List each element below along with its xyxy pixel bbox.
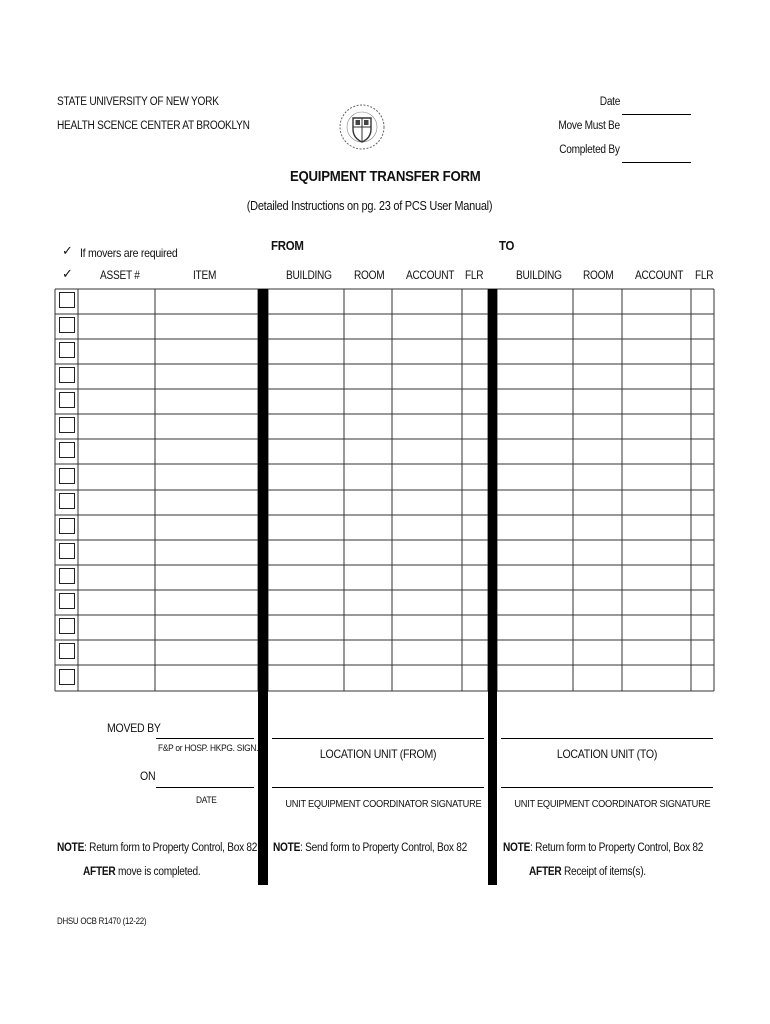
column-header-asset: ASSET # [100, 270, 140, 282]
movers-checkbox[interactable] [59, 543, 75, 559]
movers-checkbox[interactable] [59, 593, 75, 609]
movers-checkbox[interactable] [59, 669, 75, 685]
date-label-footer: DATE [196, 795, 217, 806]
movers-checkbox[interactable] [59, 518, 75, 534]
from-section-header: FROM [271, 238, 304, 253]
check-mark-icon: ✓ [62, 266, 73, 281]
movers-checkbox[interactable] [59, 568, 75, 584]
after-label: AFTER [529, 866, 562, 878]
coordinator-signature-to-label: UNIT EQUIPMENT COORDINATOR SIGNATURE [514, 798, 711, 810]
movers-checkbox[interactable] [59, 367, 75, 383]
column-header-from-building: BUILDING [286, 270, 332, 282]
completed-by-label: Completed By [559, 144, 620, 156]
movers-checkbox[interactable] [59, 442, 75, 458]
note-left-after-text: move is completed. [115, 866, 201, 878]
movers-checkbox[interactable] [59, 317, 75, 333]
note-label: NOTE [273, 842, 301, 854]
column-header-from-flr: FLR [465, 270, 484, 282]
from-separator-bar [258, 289, 268, 885]
location-from-field[interactable] [272, 738, 484, 739]
moved-by-label: MOVED BY [107, 721, 161, 735]
note-left-after [83, 866, 200, 878]
note-left [57, 842, 257, 854]
to-section-header: TO [499, 238, 515, 253]
column-header-to-room: ROOM [583, 270, 614, 282]
movers-checkbox[interactable] [59, 618, 75, 634]
column-header-from-room: ROOM [354, 270, 385, 282]
form-subtitle: (Detailed Instructions on pg. 23 of PCS User Manual) [246, 199, 492, 213]
fp-sign-label: F&P or HOSP. HKPG. SIGN. [158, 743, 259, 754]
movers-checkbox[interactable] [59, 392, 75, 408]
movers-checkbox[interactable] [59, 292, 75, 308]
note-label: NOTE [503, 842, 531, 854]
movers-checkbox[interactable] [59, 417, 75, 433]
note-right-after [529, 866, 646, 878]
location-unit-from-label: LOCATION UNIT (FROM) [319, 747, 437, 761]
note-left-text: : Return form to Property Control, Box 82 [84, 842, 258, 854]
column-header-from-account: ACCOUNT [406, 270, 455, 282]
column-header-to-account: ACCOUNT [635, 270, 684, 282]
location-unit-to-label: LOCATION UNIT (TO) [556, 747, 658, 761]
location-to-field[interactable] [501, 738, 713, 739]
note-right [503, 842, 703, 854]
to-separator-bar [488, 289, 497, 885]
movers-required-label: If movers are required [80, 246, 178, 260]
on-date-field[interactable] [156, 787, 254, 788]
column-header-item: ITEM [193, 270, 217, 282]
movers-checkbox[interactable] [59, 643, 75, 659]
coordinator-signature-from-label: UNIT EQUIPMENT COORDINATOR SIGNATURE [285, 798, 482, 810]
form-code: DHSU OCB R1470 (12-22) [57, 916, 147, 926]
note-middle-text: : Send form to Property Control, Box 82 [300, 842, 467, 854]
org-name-line1: STATE UNIVERSITY OF NEW YORK [57, 96, 219, 108]
movers-checkbox[interactable] [59, 468, 75, 484]
note-label: NOTE [57, 842, 85, 854]
note-middle [273, 842, 467, 854]
movers-checkbox[interactable] [59, 342, 75, 358]
after-label: AFTER [83, 866, 116, 878]
coordinator-signature-to-field[interactable] [501, 787, 713, 788]
note-right-text: : Return form to Property Control, Box 82 [530, 842, 704, 854]
on-label: ON [140, 769, 156, 783]
movers-checkbox[interactable] [59, 493, 75, 509]
note-right-after-text: Receipt of items(s). [561, 866, 646, 878]
moved-by-field[interactable] [156, 738, 254, 739]
coordinator-signature-from-field[interactable] [272, 787, 484, 788]
check-mark-icon: ✓ [62, 243, 73, 258]
date-label: Date [599, 96, 620, 108]
org-name-line2: HEALTH SCENCE CENTER AT BROOKLYN [57, 120, 250, 132]
move-must-be-label: Move Must Be [558, 120, 620, 132]
form-title: EQUIPMENT TRANSFER FORM [289, 168, 481, 185]
column-header-to-building: BUILDING [516, 270, 562, 282]
column-header-to-flr: FLR [695, 270, 714, 282]
